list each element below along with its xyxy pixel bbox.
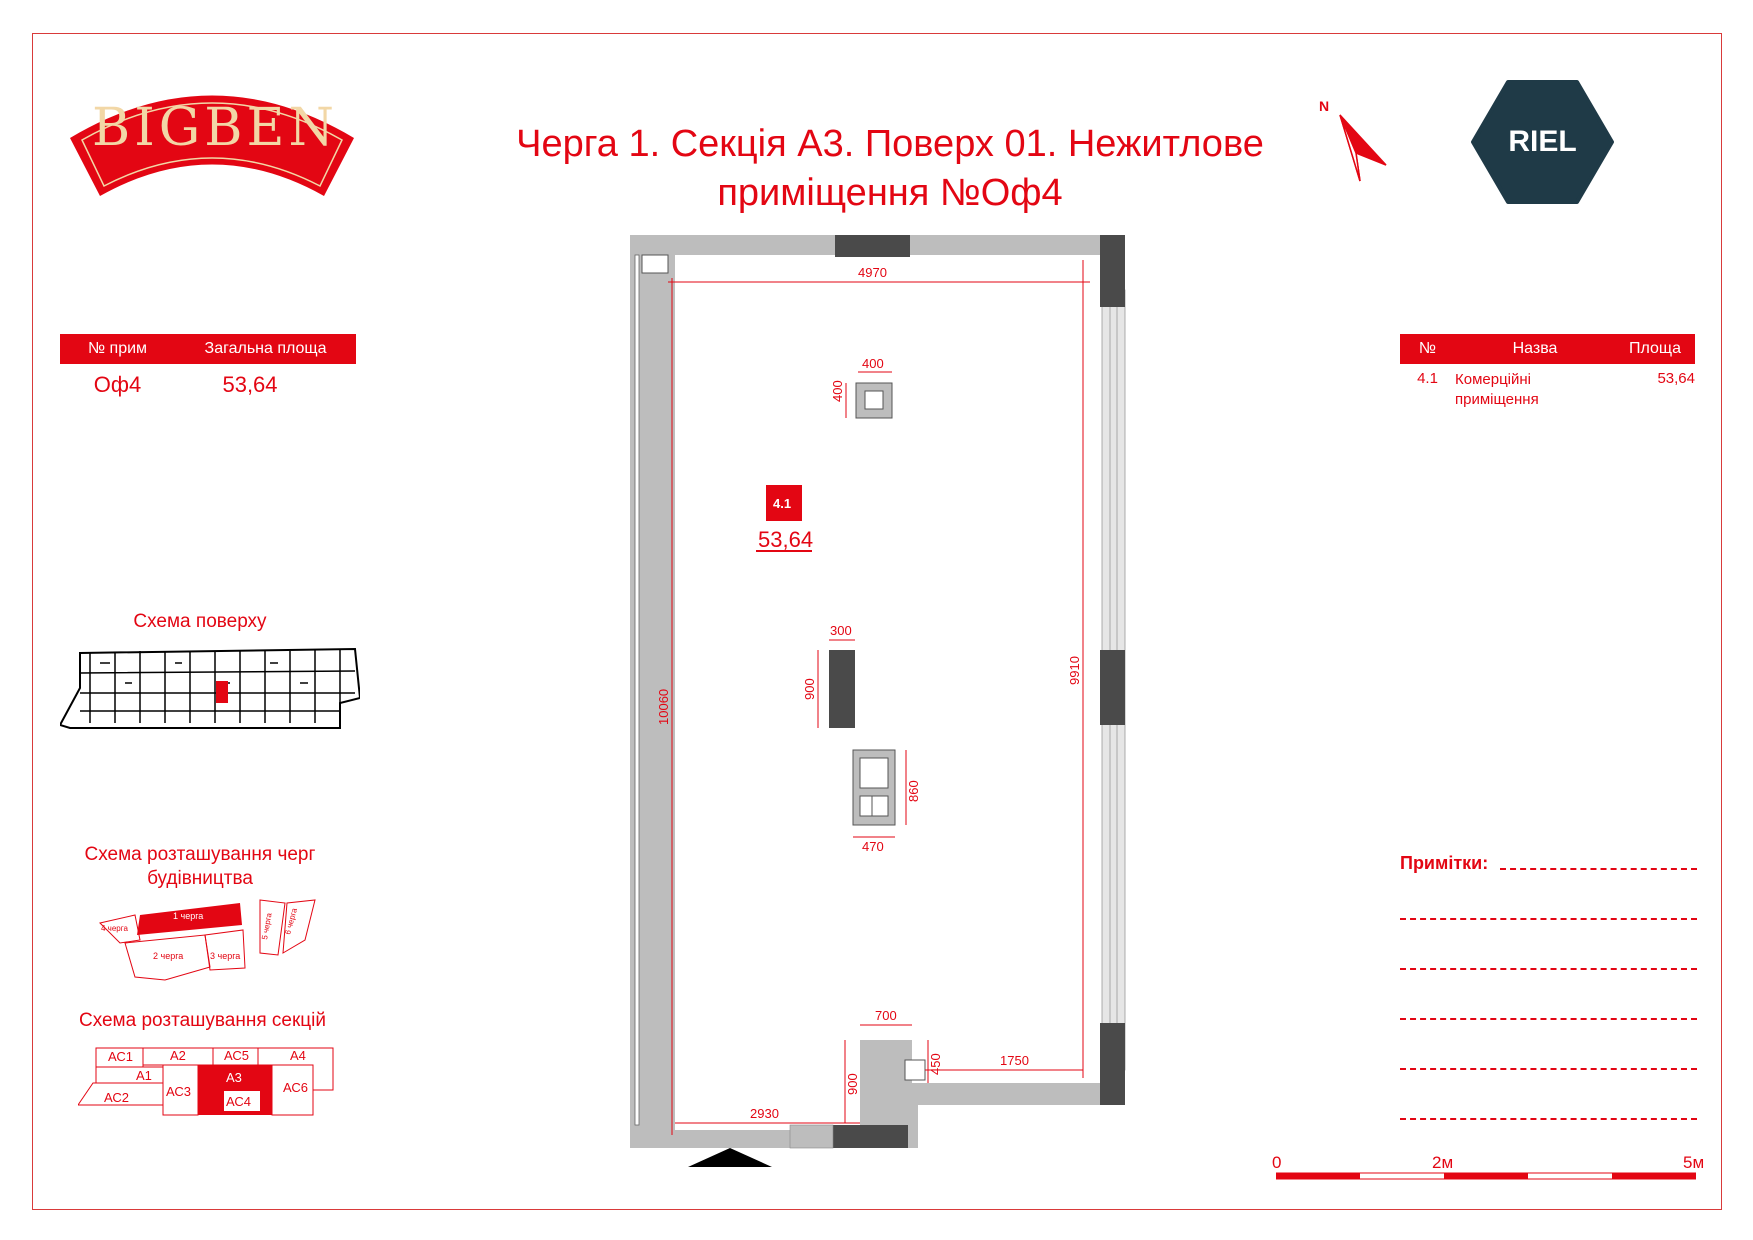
sections-scheme-title: Схема розташування секцій <box>78 1010 326 1031</box>
apartment-number: Оф4 <box>93 372 142 397</box>
section-label-9: АС2 <box>104 1090 130 1105</box>
dim-shaft-height: 450 <box>928 1053 943 1075</box>
stages-title-line-1: Схема розташування черг <box>84 844 316 865</box>
header-room-area: Площа <box>1629 340 1681 357</box>
scale-bar <box>1276 1172 1696 1180</box>
stage-label-3: 3 черга <box>210 951 241 961</box>
room-name-line-2: приміщення <box>1455 391 1539 408</box>
header-room-number: № <box>1418 340 1437 357</box>
notes-line <box>1400 1018 1697 1020</box>
room-area: 53,64 <box>1657 370 1695 387</box>
dim-col3-width: 470 <box>862 839 884 854</box>
stage-label-6: 6 черга <box>283 907 299 936</box>
notes-line <box>1400 968 1697 970</box>
apartment-area: 53,64 <box>222 372 278 397</box>
title-line-2: приміщення №Оф4 <box>717 172 1063 214</box>
dim-col1-height: 400 <box>830 380 845 402</box>
summary-table-row <box>60 372 356 398</box>
room-number: 4.1 <box>1417 370 1438 387</box>
dim-col1-width: 400 <box>862 356 884 371</box>
section-label-10: АС4 <box>226 1094 252 1109</box>
section-label-6: АС3 <box>166 1084 192 1099</box>
section-label-8: АС6 <box>283 1080 309 1095</box>
stages-scheme-title <box>70 843 330 891</box>
section-label-3: АС5 <box>224 1048 250 1063</box>
title-line-1: Черга 1. Секція А3. Поверх 01. Нежитлове <box>516 123 1264 165</box>
room-number-label: 4.1 <box>773 496 792 511</box>
dim-col3-height: 860 <box>906 780 921 802</box>
header-area: Загальна площа <box>204 340 327 357</box>
notes-line <box>1400 1068 1697 1070</box>
compass-north-label: N <box>1319 98 1330 114</box>
room-name-line-1: Комерційні <box>1455 371 1531 388</box>
dim-top-width: 4970 <box>858 265 887 280</box>
dim-shaft-width: 700 <box>875 1008 897 1023</box>
scale-label-2m: 2м <box>1432 1153 1454 1172</box>
section-label-4: А4 <box>290 1048 306 1063</box>
notes-label: Примітки: <box>1400 853 1489 873</box>
dim-left-height: 10060 <box>656 688 671 725</box>
riel-logo-text: RIEL <box>1508 125 1577 158</box>
table-row <box>1400 370 1695 410</box>
dim-bottom-width: 2930 <box>750 1106 779 1121</box>
floor-scheme-map <box>60 643 360 731</box>
section-label-1: АС1 <box>108 1049 134 1064</box>
notes-line <box>1500 868 1697 870</box>
room-area-label: 53,64 <box>758 527 814 552</box>
room-name <box>1455 370 1630 410</box>
dim-right-height: 9910 <box>1067 656 1082 685</box>
stage-label-1: 1 черга <box>173 911 204 921</box>
stage-label-5: 5 черга <box>260 912 274 941</box>
section-label-7: А3 <box>226 1070 242 1085</box>
floor-plan <box>620 230 1140 1175</box>
section-label-2: А2 <box>170 1048 186 1063</box>
dim-col2-height: 900 <box>802 678 817 700</box>
bigben-logo-text: BIGBEN <box>92 98 338 158</box>
dim-shaft-depth: 900 <box>845 1073 860 1095</box>
scale-label-0: 0 <box>1272 1153 1282 1172</box>
page-title <box>400 120 1380 218</box>
floor-scheme-title: Схема поверху <box>133 611 267 632</box>
dim-right-bottom: 1750 <box>1000 1053 1029 1068</box>
stages-scheme-map <box>95 895 325 995</box>
section-label-5: А1 <box>136 1068 152 1083</box>
rooms-table-header <box>1400 334 1695 364</box>
stage-label-2: 2 черга <box>153 951 184 961</box>
notes-line <box>1400 918 1697 920</box>
sections-scheme-map <box>78 1045 348 1120</box>
stage-label-4: 4 черга <box>101 924 128 933</box>
summary-table-header <box>60 334 356 364</box>
header-room-name: Назва <box>1512 340 1558 357</box>
dim-col2-width: 300 <box>830 623 852 638</box>
stages-title-line-2: будівництва <box>147 868 253 889</box>
notes-line <box>1400 1118 1697 1120</box>
header-number: № прим <box>87 340 148 357</box>
scale-label-5m: 5м <box>1683 1153 1705 1172</box>
